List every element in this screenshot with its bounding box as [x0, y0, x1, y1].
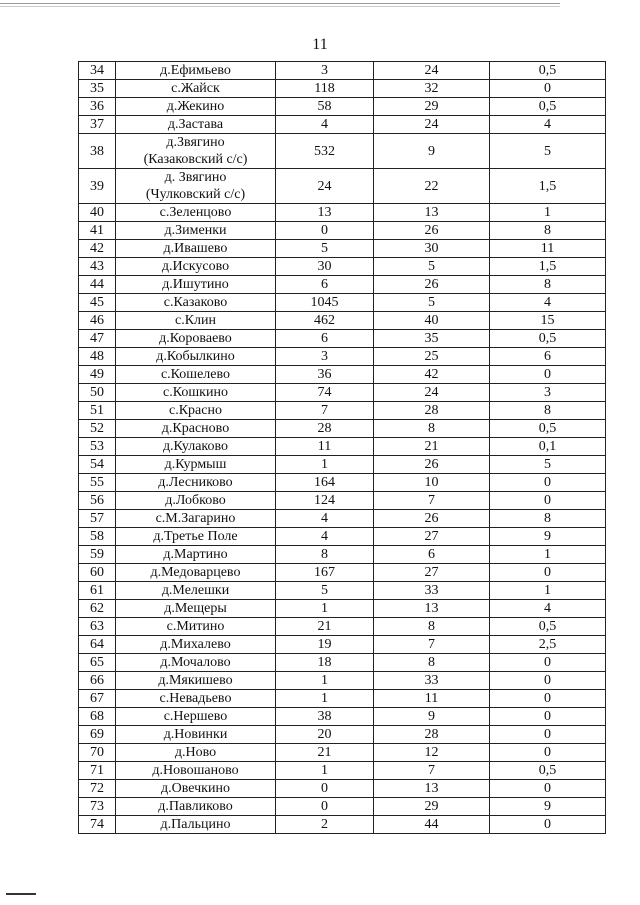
table-row [79, 348, 606, 366]
table-row [79, 654, 606, 672]
settlement-name-cell: д.Овечкино [116, 780, 276, 798]
row-number-cell: 47 [79, 330, 116, 348]
value-b-cell: 26 [374, 510, 490, 528]
row-number-cell: 66 [79, 672, 116, 690]
value-c-cell: 1,5 [490, 169, 606, 204]
settlement-name-cell: с.Красно [116, 402, 276, 420]
settlement-name-cell: д.Медоварцево [116, 564, 276, 582]
value-c-cell: 4 [490, 600, 606, 618]
value-a-cell: 7 [276, 402, 374, 420]
value-a-cell: 0 [276, 780, 374, 798]
settlement-name-line: д. Звягино [164, 170, 227, 185]
value-a-cell: 118 [276, 80, 374, 98]
value-a-cell: 6 [276, 276, 374, 294]
row-number-cell: 34 [79, 62, 116, 80]
value-a-cell: 532 [276, 134, 374, 169]
value-a-cell: 0 [276, 798, 374, 816]
value-b-cell: 26 [374, 456, 490, 474]
table-row [79, 456, 606, 474]
settlement-name-cell: д.Кобылкино [116, 348, 276, 366]
value-c-cell: 8 [490, 276, 606, 294]
value-a-cell: 6 [276, 330, 374, 348]
value-a-cell: 4 [276, 528, 374, 546]
row-number-cell: 36 [79, 98, 116, 116]
value-a-cell: 58 [276, 98, 374, 116]
row-number-cell: 44 [79, 276, 116, 294]
settlement-name-cell: с.Кошкино [116, 384, 276, 402]
settlement-name-cell: д.Кулаково [116, 438, 276, 456]
row-number-cell: 56 [79, 492, 116, 510]
value-a-cell: 3 [276, 62, 374, 80]
row-number-cell: 65 [79, 654, 116, 672]
value-a-cell: 5 [276, 582, 374, 600]
settlement-name-cell: д.Мякишево [116, 672, 276, 690]
value-b-cell: 22 [374, 169, 490, 204]
value-a-cell: 74 [276, 384, 374, 402]
value-a-cell: 1 [276, 762, 374, 780]
table-row [79, 690, 606, 708]
value-c-cell: 4 [490, 294, 606, 312]
value-c-cell: 15 [490, 312, 606, 330]
row-number-cell: 40 [79, 204, 116, 222]
value-a-cell: 21 [276, 744, 374, 762]
value-a-cell: 28 [276, 420, 374, 438]
table-row [79, 80, 606, 98]
settlement-name-cell: д.Короваево [116, 330, 276, 348]
settlement-name-cell: д.Жекино [116, 98, 276, 116]
value-a-cell: 24 [276, 169, 374, 204]
table-row [79, 762, 606, 780]
row-number-cell: 53 [79, 438, 116, 456]
value-a-cell: 167 [276, 564, 374, 582]
row-number-cell: 35 [79, 80, 116, 98]
table-row [79, 204, 606, 222]
row-number-cell: 67 [79, 690, 116, 708]
table-body [79, 62, 606, 834]
row-number-cell: 61 [79, 582, 116, 600]
value-b-cell: 21 [374, 438, 490, 456]
row-number-cell: 69 [79, 726, 116, 744]
settlement-name-cell: д.Ивашево [116, 240, 276, 258]
table-row [79, 600, 606, 618]
value-c-cell: 5 [490, 456, 606, 474]
value-b-cell: 24 [374, 116, 490, 134]
settlement-name-cell: с.Жайск [116, 80, 276, 98]
value-b-cell: 25 [374, 348, 490, 366]
row-number-cell: 58 [79, 528, 116, 546]
table-row [79, 98, 606, 116]
value-b-cell: 24 [374, 62, 490, 80]
table-row [79, 169, 606, 204]
value-b-cell: 42 [374, 366, 490, 384]
settlement-name-cell: д.Мочалово [116, 654, 276, 672]
settlement-name-cell: с.М.Загарино [116, 510, 276, 528]
value-a-cell: 18 [276, 654, 374, 672]
value-b-cell: 6 [374, 546, 490, 564]
settlement-name-cell: д.Ишутино [116, 276, 276, 294]
value-c-cell: 9 [490, 528, 606, 546]
table-row [79, 582, 606, 600]
row-number-cell: 59 [79, 546, 116, 564]
value-c-cell: 0,5 [490, 98, 606, 116]
value-c-cell: 3 [490, 384, 606, 402]
value-c-cell: 0 [490, 80, 606, 98]
value-a-cell: 1 [276, 690, 374, 708]
table-row [79, 546, 606, 564]
settlement-name-cell: д.Курмыш [116, 456, 276, 474]
settlement-name-cell [116, 169, 276, 204]
row-number-cell: 60 [79, 564, 116, 582]
table-row [79, 474, 606, 492]
table-row [79, 636, 606, 654]
table-row [79, 222, 606, 240]
row-number-cell: 50 [79, 384, 116, 402]
value-a-cell: 36 [276, 366, 374, 384]
value-a-cell: 4 [276, 510, 374, 528]
settlement-name-cell: д.Ефимьево [116, 62, 276, 80]
table-row [79, 708, 606, 726]
value-b-cell: 12 [374, 744, 490, 762]
value-c-cell: 0,5 [490, 420, 606, 438]
value-b-cell: 27 [374, 564, 490, 582]
row-number-cell: 68 [79, 708, 116, 726]
row-number-cell: 39 [79, 169, 116, 204]
table-row [79, 402, 606, 420]
settlement-name-line: д.Звягино [166, 135, 225, 150]
value-b-cell: 13 [374, 780, 490, 798]
settlement-name-cell: с.Митино [116, 618, 276, 636]
scan-bottom-mark [6, 893, 36, 895]
settlement-name-cell: д.Искусово [116, 258, 276, 276]
value-b-cell: 11 [374, 690, 490, 708]
settlement-name-cell: с.Казаково [116, 294, 276, 312]
table-row [79, 816, 606, 834]
settlement-name-cell: д.Пальцино [116, 816, 276, 834]
table-row [79, 528, 606, 546]
settlement-name-cell: д.Ново [116, 744, 276, 762]
row-number-cell: 64 [79, 636, 116, 654]
value-c-cell: 11 [490, 240, 606, 258]
value-b-cell: 9 [374, 134, 490, 169]
table-row [79, 420, 606, 438]
settlement-name-cell: д.Новинки [116, 726, 276, 744]
row-number-cell: 42 [79, 240, 116, 258]
value-c-cell: 1 [490, 204, 606, 222]
row-number-cell: 38 [79, 134, 116, 169]
scan-top-border-inner [0, 6, 560, 7]
table-row [79, 116, 606, 134]
value-a-cell: 1 [276, 672, 374, 690]
value-b-cell: 28 [374, 726, 490, 744]
row-number-cell: 73 [79, 798, 116, 816]
settlement-name-subline: (Чулковский с/с) [145, 187, 246, 202]
value-c-cell: 1 [490, 582, 606, 600]
value-b-cell: 5 [374, 294, 490, 312]
value-b-cell: 13 [374, 600, 490, 618]
value-c-cell: 8 [490, 510, 606, 528]
value-b-cell: 28 [374, 402, 490, 420]
settlement-name-cell: д.Мелешки [116, 582, 276, 600]
value-c-cell: 0 [490, 366, 606, 384]
value-c-cell: 0 [490, 690, 606, 708]
table-row [79, 294, 606, 312]
value-b-cell: 8 [374, 654, 490, 672]
settlement-name-cell: с.Невадьево [116, 690, 276, 708]
row-number-cell: 49 [79, 366, 116, 384]
table-row [79, 780, 606, 798]
row-number-cell: 54 [79, 456, 116, 474]
value-b-cell: 9 [374, 708, 490, 726]
value-a-cell: 38 [276, 708, 374, 726]
value-c-cell: 4 [490, 116, 606, 134]
value-c-cell: 6 [490, 348, 606, 366]
table-row [79, 258, 606, 276]
value-b-cell: 33 [374, 672, 490, 690]
value-c-cell: 0,5 [490, 762, 606, 780]
settlement-name-cell: с.Зеленцово [116, 204, 276, 222]
settlement-name-cell: д.Красново [116, 420, 276, 438]
value-c-cell: 0,1 [490, 438, 606, 456]
table-row [79, 798, 606, 816]
value-c-cell: 0 [490, 474, 606, 492]
table-row [79, 330, 606, 348]
settlement-name-cell: с.Клин [116, 312, 276, 330]
settlement-name-cell [116, 134, 276, 169]
value-c-cell: 9 [490, 798, 606, 816]
value-b-cell: 26 [374, 222, 490, 240]
table-row [79, 134, 606, 169]
row-number-cell: 48 [79, 348, 116, 366]
settlement-name-cell: с.Нершево [116, 708, 276, 726]
value-c-cell: 0,5 [490, 62, 606, 80]
value-c-cell: 0 [490, 564, 606, 582]
value-b-cell: 5 [374, 258, 490, 276]
settlement-name-cell: с.Кошелево [116, 366, 276, 384]
value-b-cell: 33 [374, 582, 490, 600]
value-a-cell: 1 [276, 456, 374, 474]
value-a-cell: 13 [276, 204, 374, 222]
value-c-cell: 0 [490, 780, 606, 798]
table-row [79, 366, 606, 384]
scan-top-border [0, 3, 560, 4]
value-c-cell: 1 [490, 546, 606, 564]
table-row [79, 312, 606, 330]
value-a-cell: 19 [276, 636, 374, 654]
value-c-cell: 0 [490, 492, 606, 510]
settlement-name-cell: д.Павликово [116, 798, 276, 816]
value-a-cell: 3 [276, 348, 374, 366]
value-c-cell: 8 [490, 402, 606, 420]
value-c-cell: 0 [490, 816, 606, 834]
value-c-cell: 5 [490, 134, 606, 169]
table-row [79, 726, 606, 744]
value-b-cell: 26 [374, 276, 490, 294]
row-number-cell: 63 [79, 618, 116, 636]
value-a-cell: 11 [276, 438, 374, 456]
settlement-name-cell: д.Новошаново [116, 762, 276, 780]
settlement-name-cell: д.Михалево [116, 636, 276, 654]
value-a-cell: 0 [276, 222, 374, 240]
page-number: 11 [312, 36, 328, 53]
value-b-cell: 13 [374, 204, 490, 222]
value-b-cell: 10 [374, 474, 490, 492]
settlement-name-cell: д.Лобково [116, 492, 276, 510]
table-row [79, 240, 606, 258]
value-c-cell: 2,5 [490, 636, 606, 654]
value-b-cell: 7 [374, 492, 490, 510]
value-a-cell: 21 [276, 618, 374, 636]
value-b-cell: 29 [374, 798, 490, 816]
settlement-name-cell: д.Третье Поле [116, 528, 276, 546]
value-a-cell: 4 [276, 116, 374, 134]
value-b-cell: 29 [374, 98, 490, 116]
table-row [79, 744, 606, 762]
row-number-cell: 45 [79, 294, 116, 312]
value-b-cell: 32 [374, 80, 490, 98]
row-number-cell: 51 [79, 402, 116, 420]
value-a-cell: 8 [276, 546, 374, 564]
row-number-cell: 70 [79, 744, 116, 762]
value-b-cell: 27 [374, 528, 490, 546]
table-row [79, 492, 606, 510]
table-row [79, 618, 606, 636]
value-c-cell: 0 [490, 726, 606, 744]
value-b-cell: 44 [374, 816, 490, 834]
row-number-cell: 43 [79, 258, 116, 276]
value-c-cell: 8 [490, 222, 606, 240]
value-a-cell: 462 [276, 312, 374, 330]
value-b-cell: 30 [374, 240, 490, 258]
table-row [79, 510, 606, 528]
value-c-cell: 0 [490, 744, 606, 762]
value-c-cell: 0 [490, 672, 606, 690]
row-number-cell: 55 [79, 474, 116, 492]
value-a-cell: 1 [276, 600, 374, 618]
value-b-cell: 35 [374, 330, 490, 348]
value-a-cell: 30 [276, 258, 374, 276]
value-c-cell: 0 [490, 654, 606, 672]
value-b-cell: 7 [374, 762, 490, 780]
value-b-cell: 8 [374, 618, 490, 636]
settlement-name-subline: (Казаковский с/с) [143, 152, 248, 167]
value-a-cell: 164 [276, 474, 374, 492]
row-number-cell: 52 [79, 420, 116, 438]
table-row [79, 62, 606, 80]
settlement-name-cell: д.Застава [116, 116, 276, 134]
value-b-cell: 24 [374, 384, 490, 402]
value-a-cell: 1045 [276, 294, 374, 312]
table-row [79, 276, 606, 294]
settlements-table [78, 61, 606, 834]
settlement-name-cell: д.Лесниково [116, 474, 276, 492]
value-b-cell: 7 [374, 636, 490, 654]
row-number-cell: 62 [79, 600, 116, 618]
table-row [79, 384, 606, 402]
value-a-cell: 124 [276, 492, 374, 510]
value-c-cell: 1,5 [490, 258, 606, 276]
row-number-cell: 46 [79, 312, 116, 330]
row-number-cell: 37 [79, 116, 116, 134]
row-number-cell: 72 [79, 780, 116, 798]
value-a-cell: 20 [276, 726, 374, 744]
row-number-cell: 41 [79, 222, 116, 240]
row-number-cell: 74 [79, 816, 116, 834]
value-a-cell: 5 [276, 240, 374, 258]
value-c-cell: 0 [490, 708, 606, 726]
value-c-cell: 0,5 [490, 330, 606, 348]
value-c-cell: 0,5 [490, 618, 606, 636]
row-number-cell: 57 [79, 510, 116, 528]
table-row [79, 564, 606, 582]
settlement-name-cell: д.Зименки [116, 222, 276, 240]
value-a-cell: 2 [276, 816, 374, 834]
row-number-cell: 71 [79, 762, 116, 780]
table-row [79, 438, 606, 456]
settlement-name-cell: д.Мартино [116, 546, 276, 564]
settlement-name-cell: д.Мещеры [116, 600, 276, 618]
value-b-cell: 8 [374, 420, 490, 438]
table-row [79, 672, 606, 690]
value-b-cell: 40 [374, 312, 490, 330]
